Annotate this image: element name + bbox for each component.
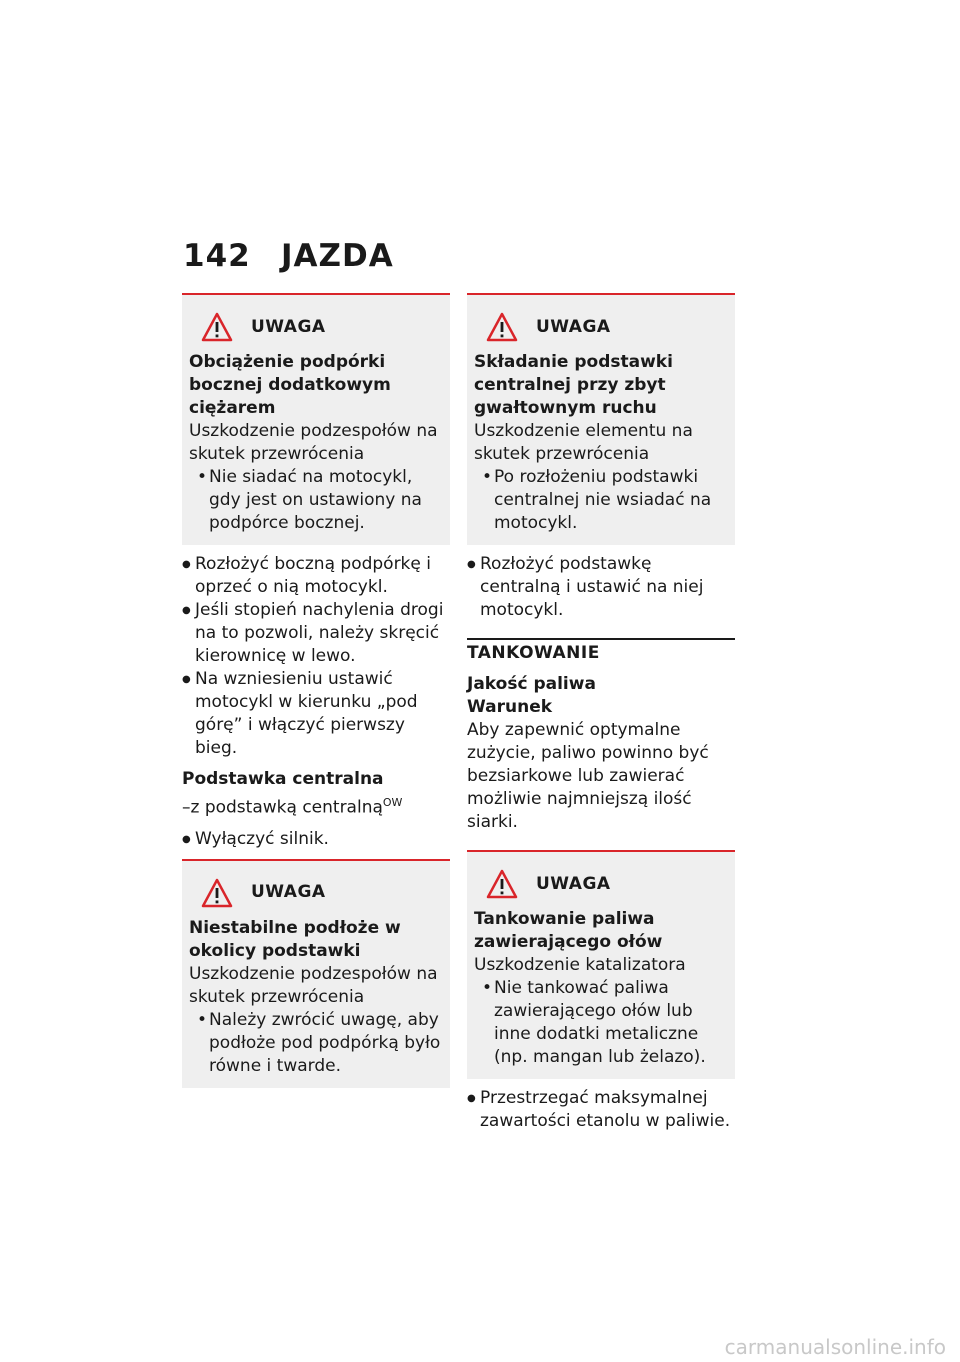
option-superscript: OW [382, 796, 403, 809]
step-item: ● Rozłożyć podstawkę centralną i ustawić na niej motocykl. [467, 553, 735, 622]
subheading: Jakość paliwa [467, 674, 596, 694]
warning-description: Uszkodzenie podzespołów na skutek przewrócenia [189, 963, 438, 1007]
section-heading: TANKOWANIE [467, 638, 735, 665]
subheading: Podstawka centralna [182, 769, 384, 789]
left-column [182, 293, 450, 1096]
warning-title: Obciążenie podpórki bocznej dodatkowym ciężarem [189, 352, 391, 418]
right-column [467, 293, 735, 1133]
warning-description: Uszkodzenie katalizatora [474, 955, 686, 975]
page-number: 142 [183, 238, 251, 274]
warning-label: UWAGA [536, 873, 611, 894]
step-item: ● Rozłożyć boczną podpórkę i oprzeć o nią motocykl. [182, 553, 450, 599]
warning-label: UWAGA [536, 316, 611, 337]
watermark: carmanualsonline.info [724, 1335, 946, 1359]
warning-box [182, 293, 450, 545]
page-title: JAZDA [281, 238, 394, 274]
step-item: ● Przestrzegać maksymalnej zawartości etanolu w paliwie. [467, 1087, 735, 1133]
step-item: ● Na wzniesieniu ustawić motocykl w kierunku „pod górę” i włączyć pierwszy bieg. [182, 668, 450, 760]
warning-bullet: • Należy zwrócić uwagę, aby podłoże pod podpórką było równe i twarde. [189, 1009, 443, 1078]
option-line: –z podstawką centralną$^{OW}$ [182, 796, 403, 818]
warning-triangle-icon [486, 312, 518, 342]
condition-text: Aby zapewnić optymalne zużycie, paliwo powinno być bezsiarkowe lub zawierać możliwie najmniejszą ilość siarki. [467, 720, 709, 832]
warning-title: Niestabilne podłoże w okolicy podstawki [189, 917, 401, 961]
condition-label: Warunek [467, 697, 553, 717]
warning-bullet: • Nie tankować paliwa zawierającego ołów lub inne dodatki metaliczne (np. mangan lub żelazo). [474, 977, 728, 1069]
page-header [183, 238, 394, 274]
step-item: ● Jeśli stopień nachylenia drogi na to pozwoli, należy skręcić kierownicę w lewo. [182, 599, 450, 668]
warning-title: Składanie podstawki centralnej przy zbyt gwałtownym ruchu [474, 352, 673, 418]
warning-box [467, 850, 735, 1079]
warning-triangle-icon [201, 878, 233, 908]
warning-label: UWAGA [251, 316, 326, 337]
warning-triangle-icon [486, 869, 518, 899]
warning-title: Tankowanie paliwa zawierającego ołów [474, 909, 663, 952]
step-item: ● Wyłączyć silnik. [182, 828, 450, 851]
warning-description: Uszkodzenie podzespołów na skutek przewrócenia [189, 421, 438, 464]
warning-description: Uszkodzenie elementu na skutek przewrócenia [474, 421, 693, 464]
warning-bullet: • Po rozłożeniu podstawki centralnej nie wsiadać na motocykl. [474, 466, 728, 535]
warning-triangle-icon [201, 312, 233, 342]
warning-box [467, 293, 735, 545]
warning-label: UWAGA [251, 882, 326, 903]
warning-bullet: • Nie siadać na motocykl, gdy jest on ustawiony na podpórce bocznej. [189, 466, 443, 535]
warning-box [182, 859, 450, 1088]
